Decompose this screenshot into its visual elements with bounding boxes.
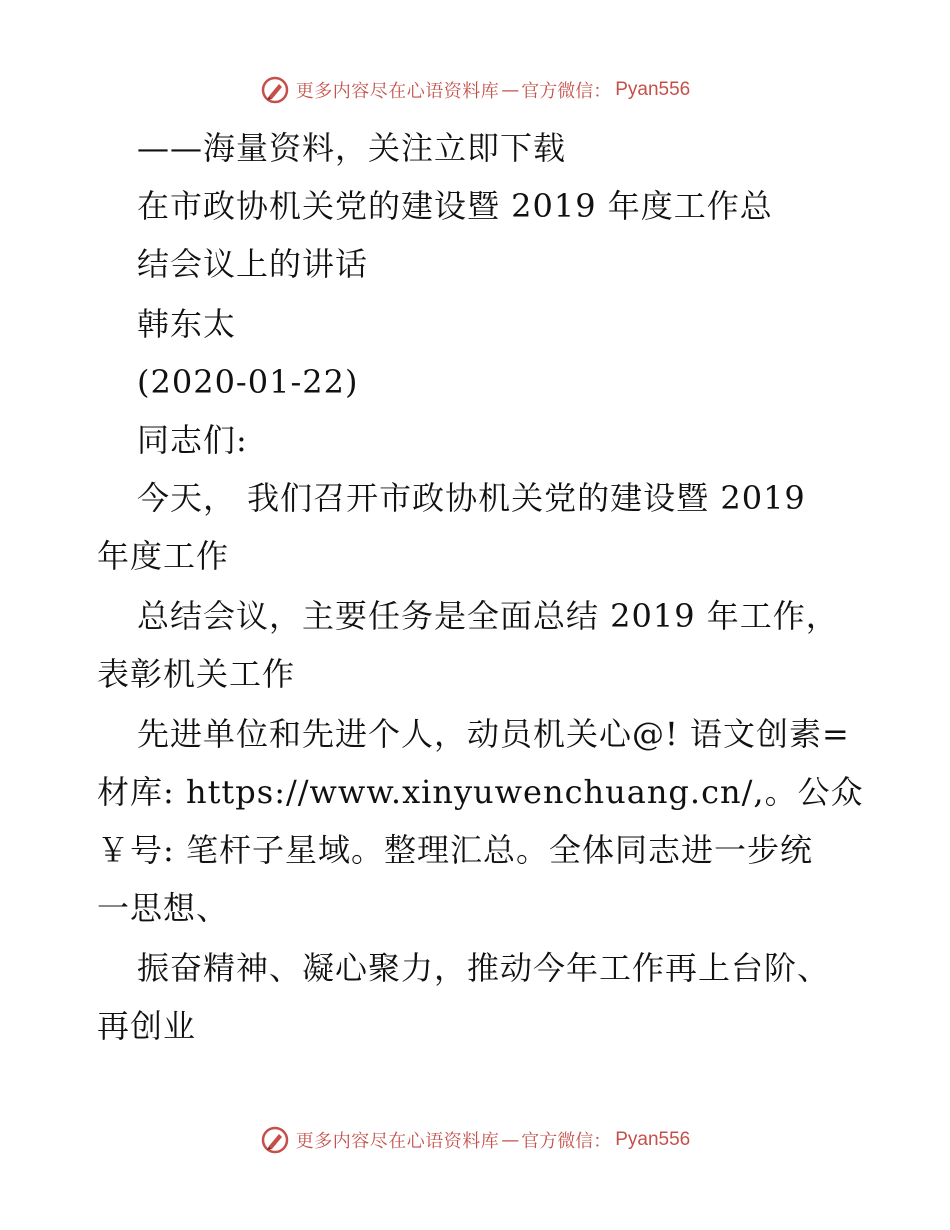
header-banner bbox=[0, 70, 950, 110]
banner-wechat-label: 官方微信： bbox=[521, 81, 612, 102]
banner-text: 更多内容尽在心语资料库 bbox=[295, 81, 500, 102]
date-line: (2020-01-22) bbox=[137, 363, 359, 401]
banner-separator: — bbox=[501, 79, 520, 101]
banner-separator: — bbox=[501, 1129, 520, 1151]
paragraph-line: 今天， 我们召开市政协机关党的建设暨 2019 bbox=[137, 479, 806, 517]
title-line-2: 结会议上的讲话 bbox=[137, 245, 369, 283]
paragraph-line: 材库: https://www.xinyuwenchuang.cn/,。公众 bbox=[97, 773, 864, 811]
pen-logo-icon bbox=[260, 75, 290, 105]
paragraph-line: 表彰机关工作 bbox=[97, 655, 296, 693]
salutation-line: 同志们: bbox=[137, 421, 248, 459]
banner-wechat-id: Pyan556 bbox=[615, 79, 691, 100]
paragraph-line: 再创业 bbox=[97, 1007, 197, 1045]
author-line: 韩东太 bbox=[137, 305, 237, 343]
paragraph-line: 总结会议，主要任务是全面总结 2019 年工作， bbox=[137, 597, 839, 635]
paragraph-line: 一思想、 bbox=[97, 889, 230, 927]
subtitle-line: ——海量资料，关注立即下载 bbox=[137, 129, 567, 167]
banner-wechat-label: 官方微信： bbox=[521, 1131, 612, 1152]
paragraph-line: 振奋精神、凝心聚力，推动今年工作再上台阶、 bbox=[137, 949, 831, 987]
paragraph-line: 年度工作 bbox=[97, 537, 230, 575]
banner-text: 更多内容尽在心语资料库 bbox=[295, 1131, 500, 1152]
footer-banner bbox=[0, 1120, 950, 1160]
banner-wechat-id: Pyan556 bbox=[615, 1129, 691, 1150]
paragraph-line: 先进单位和先进个人，动员机关心@! 语文创素= bbox=[137, 715, 850, 753]
pen-logo-icon bbox=[260, 1125, 290, 1155]
paragraph-line: ￥号: 笔杆子星域。整理汇总。全体同志进一步统 bbox=[97, 831, 813, 869]
title-line-1: 在市政协机关党的建设暨 2019 年度工作总 bbox=[137, 187, 773, 225]
